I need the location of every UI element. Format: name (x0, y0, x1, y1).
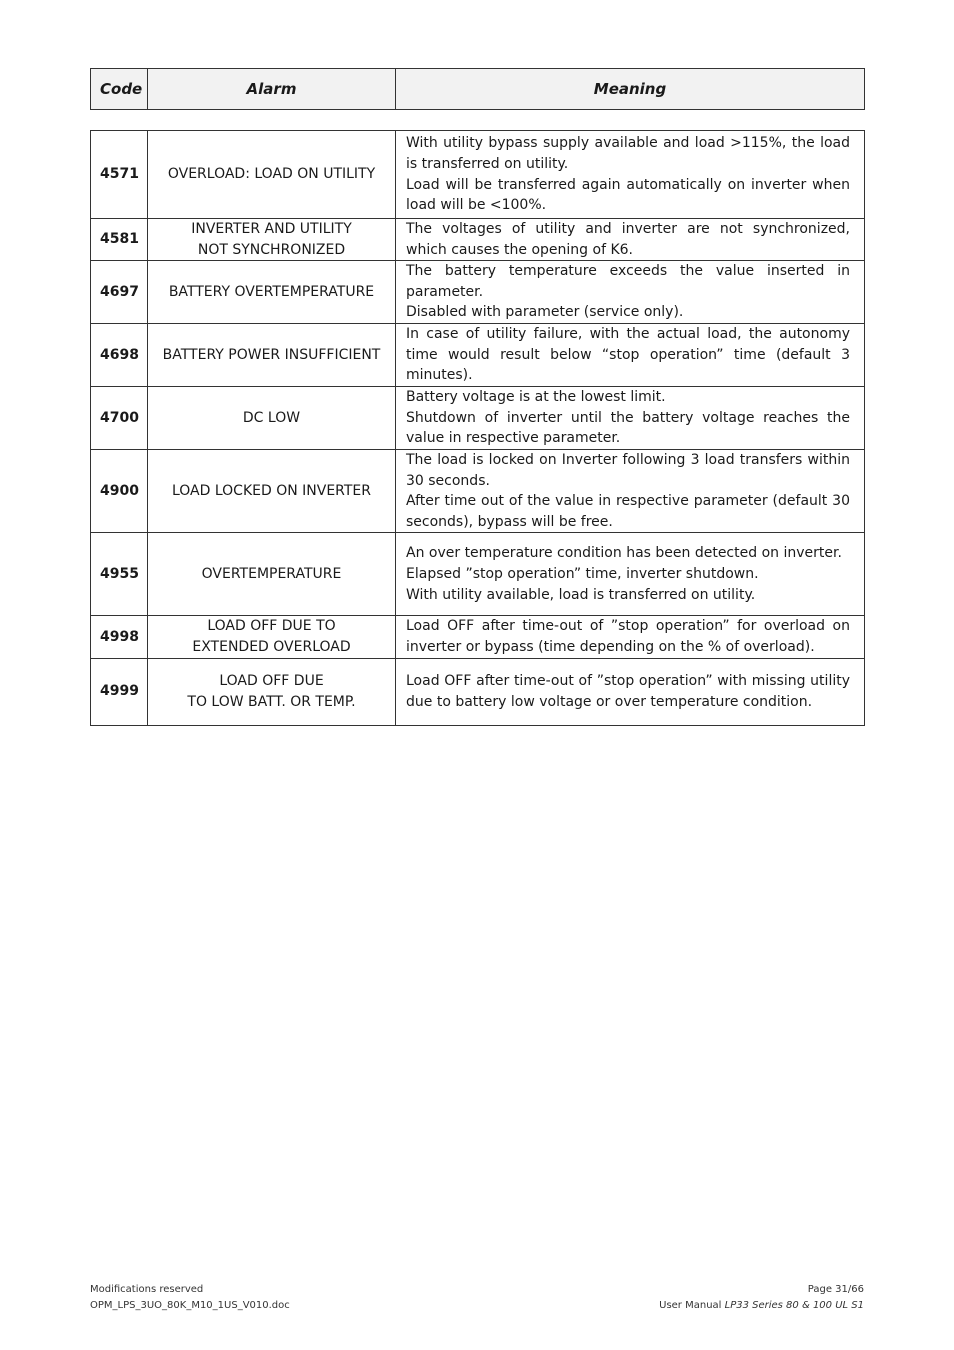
table-row (91, 261, 865, 324)
alarm-code: 4698 (91, 324, 148, 387)
alarm-code: 4700 (91, 387, 148, 450)
footer-manual-name: LP33 Series 80 & 100 UL S1 (724, 1300, 864, 1311)
meaning-line: After time out of the value in respective parameter (default 30 seconds), bypass will be free. (406, 493, 850, 530)
alarm-meaning (396, 219, 865, 261)
meaning-line: Battery voltage is at the lowest limit. (406, 389, 666, 406)
header-meaning: Meaning (396, 69, 865, 110)
table-row (91, 658, 865, 725)
alarm-meaning (396, 261, 865, 324)
alarm-code: 4571 (91, 131, 148, 219)
alarm-name: LOAD OFF DUE TO EXTENDED OVERLOAD (148, 616, 396, 658)
meaning-line: Disabled with parameter (service only). (406, 304, 684, 321)
meaning-line: The battery temperature exceeds the value inserted in parameter. (406, 263, 850, 300)
footer-doc-name: OPM_LPS_3UO_80K_M10_1US_V010.doc (90, 1300, 290, 1311)
meaning-line: Shutdown of inverter until the battery voltage reaches the value in respective parameter. (406, 409, 850, 447)
alarm-name: INVERTER AND UTILITY NOT SYNCHRONIZED (148, 219, 396, 261)
alarm-meaning (396, 449, 865, 532)
alarm-name: DC LOW (148, 387, 396, 450)
header-alarm: Alarm (148, 69, 396, 110)
alarm-code: 4697 (91, 261, 148, 324)
table-row (91, 219, 865, 261)
alarm-name: BATTERY OVERTEMPERATURE (148, 261, 396, 324)
table-header (90, 68, 865, 110)
footer-modifications: Modifications reserved (90, 1284, 204, 1295)
header-code: Code (91, 69, 148, 110)
footer-right (659, 1282, 864, 1314)
alarm-code: 4955 (91, 533, 148, 616)
meaning-line: The voltages of utility and inverter are not synchronized, which causes the opening of K6. (406, 221, 850, 258)
alarm-meaning (396, 387, 865, 450)
footer-manual-prefix: User Manual (659, 1300, 725, 1311)
alarm-code: 4900 (91, 449, 148, 532)
footer-left (90, 1282, 290, 1314)
meaning-line: With utility bypass supply available and load >115%, the load is transferred on utility. (406, 135, 850, 172)
alarm-name: LOAD OFF DUE TO LOW BATT. OR TEMP. (148, 658, 396, 725)
table-row (91, 131, 865, 219)
alarm-code: 4581 (91, 219, 148, 261)
alarm-meaning (396, 131, 865, 219)
alarm-name: LOAD LOCKED ON INVERTER (148, 449, 396, 532)
table-row (91, 616, 865, 658)
footer-page-number: Page 31/66 (807, 1284, 864, 1295)
meaning-line: With utility available, load is transferred on utility. (406, 586, 756, 603)
alarm-table-body (91, 131, 865, 726)
meaning-line: Load will be transferred again automatically on inverter when load will be <100%. (406, 176, 850, 214)
meaning-line: In case of utility failure, with the actual load, the autonomy time would result below “stop operation” time (default 3 minutes). (406, 326, 850, 384)
table-row (91, 449, 865, 532)
alarm-meaning (396, 533, 865, 616)
meaning-line: The load is locked on Inverter following 3 load transfers within 30 seconds. (406, 451, 850, 489)
table-row (91, 324, 865, 387)
table-row (91, 533, 865, 616)
meaning-line: Elapsed ”stop operation” time, inverter shutdown. (406, 566, 759, 583)
alarm-name: BATTERY POWER INSUFFICIENT (148, 324, 396, 387)
table-row (91, 387, 865, 450)
alarm-meaning (396, 324, 865, 387)
footer-manual-title (659, 1298, 864, 1314)
alarm-name: OVERTEMPERATURE (148, 533, 396, 616)
alarm-table (90, 130, 865, 726)
meaning-line: An over temperature condition has been detected on inverter. (406, 545, 842, 562)
alarm-code: 4998 (91, 616, 148, 658)
meaning-line: Load OFF after time-out of ”stop operation” for overload on inverter or bypass (time depending on the % of overload). (406, 618, 850, 655)
header-row (91, 69, 865, 110)
meaning-line: Load OFF after time-out of ”stop operation” with missing utility due to battery low voltage or over temperature condition. (406, 672, 850, 710)
alarm-meaning (396, 658, 865, 725)
alarm-code: 4999 (91, 658, 148, 725)
alarm-meaning (396, 616, 865, 658)
alarm-name: OVERLOAD: LOAD ON UTILITY (148, 131, 396, 219)
